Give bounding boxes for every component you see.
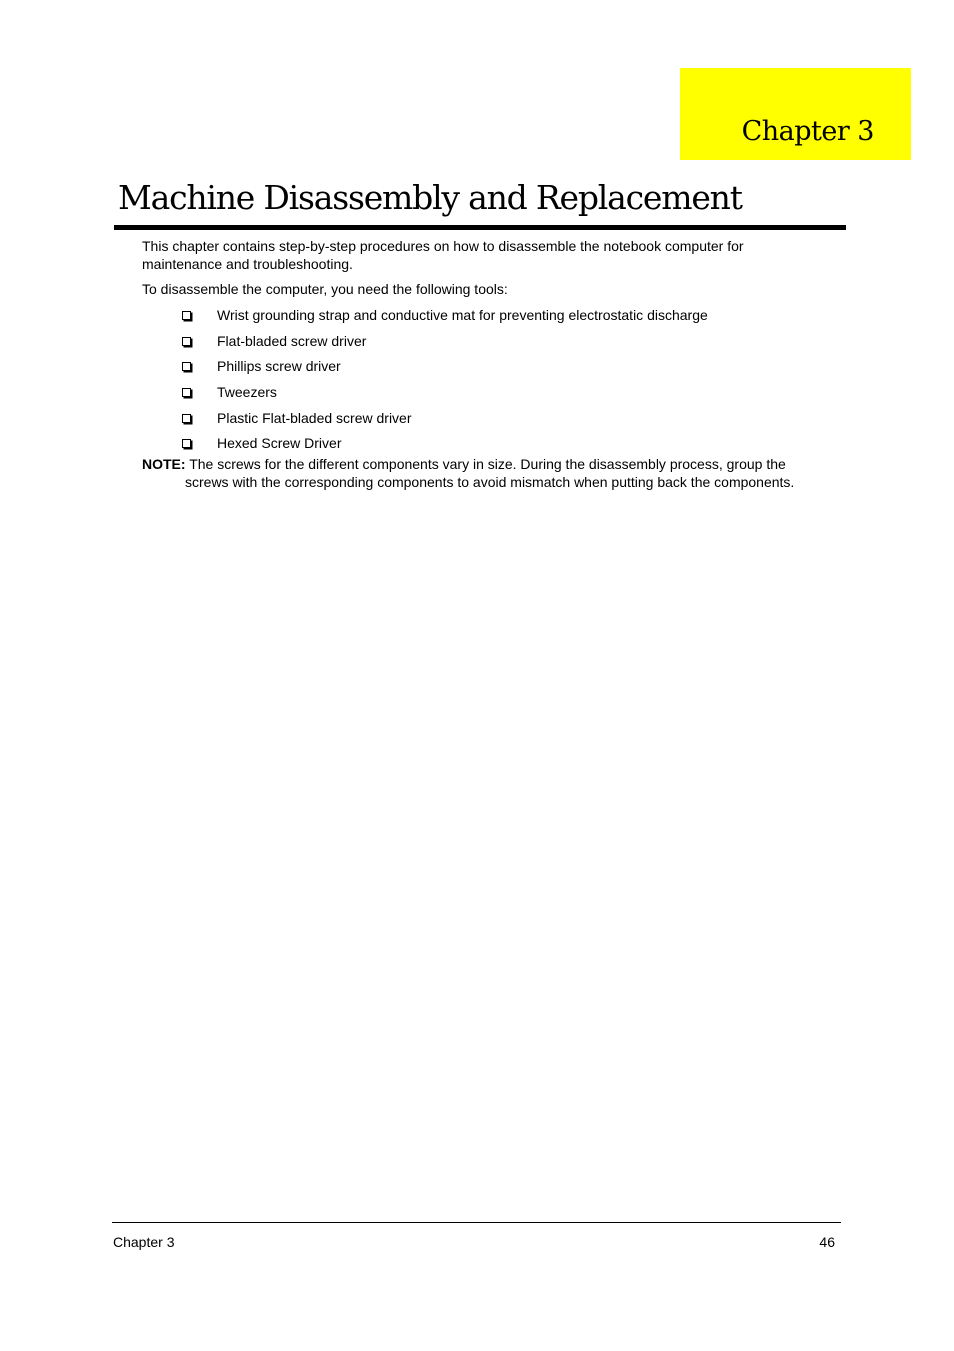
checkbox-bullet-icon	[182, 311, 191, 320]
checkbox-bullet-icon	[182, 388, 191, 397]
chapter-tab	[680, 68, 911, 160]
checkbox-bullet-icon	[182, 439, 191, 448]
page-title: Machine Disassembly and Replacement	[118, 178, 742, 217]
list-item-label: Flat-bladed screw driver	[217, 333, 367, 349]
tools-lead-paragraph: To disassemble the computer, you need the following tools:	[142, 281, 508, 297]
checkbox-bullet-icon	[182, 414, 191, 423]
list-item-label: Tweezers	[217, 384, 277, 400]
footer-rule	[112, 1222, 841, 1223]
title-rule	[114, 225, 846, 230]
checkbox-bullet-icon	[182, 337, 191, 346]
intro-paragraph: This chapter contains step-by-step procedures on how to disassemble the notebook computer for maintenance and troubleshooting.	[142, 238, 744, 272]
checkbox-bullet-icon	[182, 362, 191, 371]
note-label: NOTE:	[142, 456, 186, 472]
page-number: 46	[819, 1234, 835, 1250]
list-item-label: Phillips screw driver	[217, 358, 341, 374]
note-text: The screws for the different components vary in size. During the disassembly process, group the screws with the corresponding components to avoid mismatch when putting back the components.	[185, 456, 795, 490]
footer-chapter-label: Chapter 3	[113, 1234, 175, 1250]
list-item-label: Plastic Flat-bladed screw driver	[217, 410, 412, 426]
chapter-tab-label: Chapter 3	[741, 116, 874, 147]
note-paragraph	[142, 455, 832, 491]
list-item-label: Wrist grounding strap and conductive mat for preventing electrostatic discharge	[217, 307, 708, 323]
list-item-label: Hexed Screw Driver	[217, 435, 342, 451]
